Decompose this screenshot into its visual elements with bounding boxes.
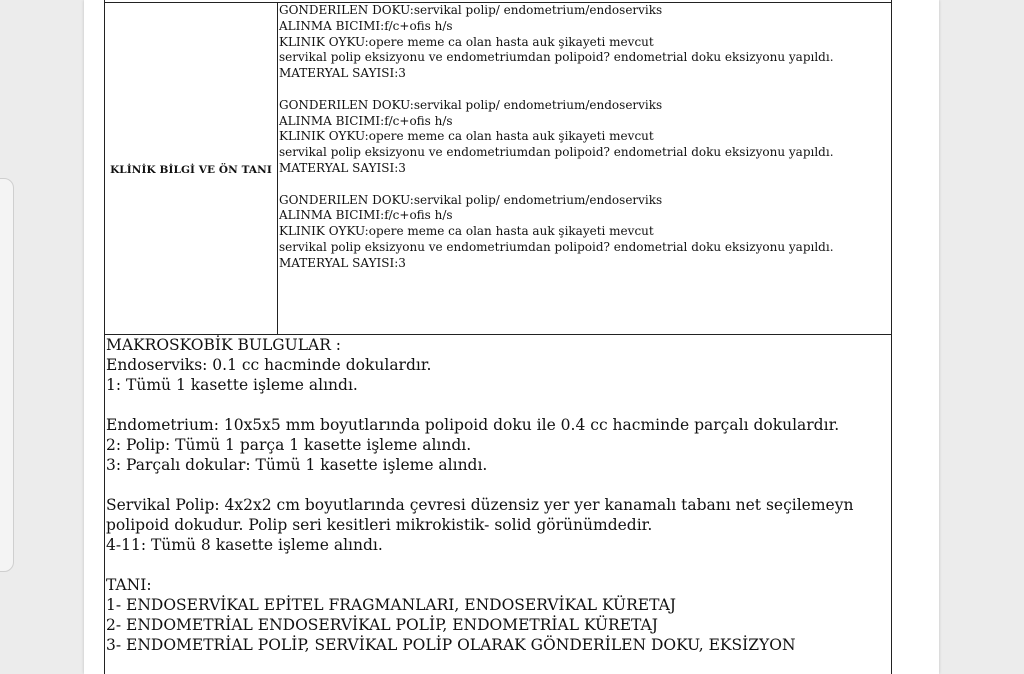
- blank-line: [106, 555, 892, 575]
- blank-line: [106, 395, 892, 415]
- diagnosis-item: 3- ENDOMETRİAL POLİP, SERVİKAL POLİP OLARAK GÖNDERİLEN DOKU, EKSİZYON: [106, 636, 796, 654]
- specimen-line: GONDERILEN DOKU:servikal polip/ endometrium/endoserviks: [279, 97, 663, 112]
- diagnosis-item: 1- ENDOSERVİKAL EPİTEL FRAGMANLARI, ENDOSERVİKAL KÜRETAJ: [106, 596, 676, 614]
- endoserviks-finding: Endoserviks: 0.1 cc hacminde dokulardır.: [106, 356, 432, 374]
- servikal-polip-finding: Servikal Polip: 4x2x2 cm boyutlarında çevresi düzensiz yer yer kanamalı tabanı net seçilemeyn: [106, 496, 854, 514]
- diagnosis-heading: TANI:: [106, 576, 152, 594]
- material-count-line: MATERYAL SAYISI:3: [279, 255, 406, 270]
- history-detail-line: servikal polip eksizyonu ve endometriumdan polipoid? endometrial doku eksizyonu yapıldı.: [279, 239, 834, 254]
- material-count-line: MATERYAL SAYISI:3: [279, 160, 406, 175]
- specimen-line: GONDERILEN DOKU:servikal polip/ endometrium/endoserviks: [279, 192, 663, 207]
- history-line: KLINIK OYKU:opere meme ca olan hasta auk şikayeti mevcut: [279, 224, 654, 239]
- diagnosis-item: 2- ENDOMETRİAL ENDOSERVİKAL POLİP, ENDOMETRİAL KÜRETAJ: [106, 616, 658, 634]
- macroscopic-heading: MAKROSKOBİK BULGULAR :: [106, 336, 342, 354]
- endometrium-finding: Endometrium: 10x5x5 mm boyutlarında polipoid doku ile 0.4 cc hacminde parçalı dokulardır.: [106, 416, 840, 434]
- pathology-report: [104, 0, 892, 674]
- clinical-info-block: [279, 98, 891, 177]
- blank-line: [106, 475, 892, 495]
- history-detail-line: servikal polip eksizyonu ve endometriumdan polipoid? endometrial doku eksizyonu yapıldı.: [279, 50, 834, 65]
- history-line: KLINIK OYKU:opere meme ca olan hasta auk şikayeti mevcut: [279, 129, 654, 144]
- clinical-info-row: [105, 2, 891, 335]
- endometrium-parcali-cassette: 3: Parçalı dokular: Tümü 1 kasette işleme alındı.: [106, 456, 488, 474]
- specimen-line: GONDERILEN DOKU:servikal polip/ endometrium/endoserviks: [279, 3, 663, 17]
- servikal-polip-cassette: 4-11: Tümü 8 kasette işleme alındı.: [106, 536, 383, 554]
- servikal-polip-finding-cont: polipoid dokudur. Polip seri kesitleri mikrokistik- solid görünümdedir.: [106, 516, 653, 534]
- findings-section: [105, 335, 892, 655]
- procedure-line: ALINMA BICIMI:f/c+ofis h/s: [279, 18, 453, 33]
- endoserviks-cassette: 1: Tümü 1 kasette işleme alındı.: [106, 376, 358, 394]
- material-count-line: MATERYAL SAYISI:3: [279, 66, 406, 81]
- side-panel-handle[interactable]: [0, 178, 14, 572]
- clinical-info-block: [279, 3, 891, 82]
- procedure-line: ALINMA BICIMI:f/c+ofis h/s: [279, 208, 453, 223]
- clinical-info-label: KLİNİK BİLGİ VE ÖN TANI: [105, 3, 278, 334]
- procedure-line: ALINMA BICIMI:f/c+ofis h/s: [279, 113, 453, 128]
- endometrium-polip-cassette: 2: Polip: Tümü 1 parça 1 kasette işleme alındı.: [106, 436, 472, 454]
- clinical-info-content: [278, 3, 891, 334]
- clinical-info-block: [279, 193, 891, 272]
- history-line: KLINIK OYKU:opere meme ca olan hasta auk şikayeti mevcut: [279, 34, 654, 49]
- history-detail-line: servikal polip eksizyonu ve endometriumdan polipoid? endometrial doku eksizyonu yapıldı.: [279, 145, 834, 160]
